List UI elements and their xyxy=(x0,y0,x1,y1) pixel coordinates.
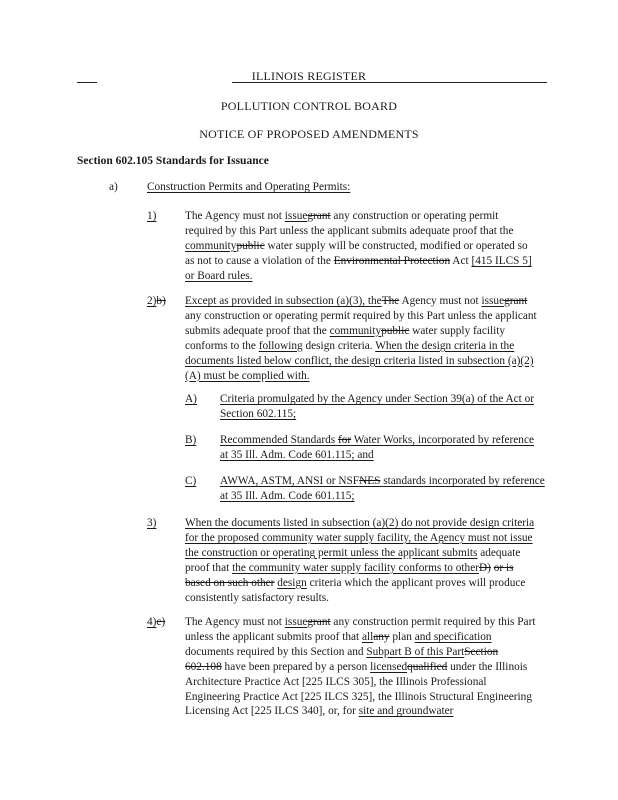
p3-delete-d: D) xyxy=(478,561,491,574)
item-C-pre: AWWA, ASTM, ANSI or NSF xyxy=(220,475,360,487)
paragraph-1 xyxy=(185,209,537,284)
item-B-pre: Recommended Standards xyxy=(220,434,338,446)
p4-text: have been prepared by a person xyxy=(221,660,371,673)
p2-text: any construction or operating permit required by this Part unless the applicant submits adequate proof that the xyxy=(185,309,537,337)
p4-insert-all: all xyxy=(361,630,374,643)
p1-delete-grant: grant xyxy=(307,210,331,222)
p2-insert-except: Except as provided in subsection (a)(3), the xyxy=(185,295,382,307)
item-C-delete: NES xyxy=(359,475,381,487)
p2-label-insert: 2) xyxy=(147,295,157,307)
p4-label-delete: c) xyxy=(156,616,166,628)
p2-insert-community: community xyxy=(329,324,382,337)
paragraph-4-label xyxy=(147,616,165,628)
p4-delete-qualified: qualified xyxy=(407,660,448,673)
p4-text: under the Illinois Architecture Practice Act [225 ILCS 305], the Illinois Professional Engineering Practice Act [225 ILCS 325], the Illinois Structural Engineering Licensing Act [225 ILCS 340], or, for xyxy=(185,660,532,718)
p3-insert-when: When the documents listed in subsection (a)(2) do not provide design criteria for the proposed community water supply facility, the Agency must not issue the construction or operating permit unless the applicant submits xyxy=(185,517,535,559)
p3-insert-design: design xyxy=(277,576,307,589)
p2-delete-the: The xyxy=(381,295,400,307)
p3-insert-conforms: the community water supply facility conforms to other xyxy=(232,561,479,574)
item-A-text: Criteria promulgated by the Agency under Section 39(a) of the Act or Section 602.115; xyxy=(220,393,535,420)
p4-label-insert: 4) xyxy=(147,616,157,628)
board-title: POLLUTION CONTROL BOARD xyxy=(220,99,398,113)
paragraph-2 xyxy=(185,294,537,383)
item-B-text xyxy=(220,433,540,463)
item-C-label: C) xyxy=(185,475,197,487)
p2-text: Agency must not xyxy=(399,295,482,307)
p2-text: water supply facility conforms to the xyxy=(185,324,506,352)
p1-text: Act xyxy=(450,254,472,267)
p4-delete-section: Section 602.108 xyxy=(185,645,499,673)
p4-insert-licensed: licensed xyxy=(370,660,408,673)
p4-insert-issue: issue xyxy=(284,616,308,628)
p4-insert-subpart: Subpart B of this Part xyxy=(366,645,465,658)
p4-text: The Agency must not xyxy=(185,616,285,628)
p2-delete-grant: grant xyxy=(504,295,528,307)
p1-delete-public: public xyxy=(236,239,265,252)
item-B-label: B) xyxy=(185,434,197,446)
subsection-a-label: a) xyxy=(109,181,118,193)
p1-text: The Agency must not xyxy=(185,210,285,222)
p1-insert-community: community xyxy=(185,239,237,252)
p3-delete-based: or is based on such other xyxy=(185,561,514,589)
p2-label-delete: b) xyxy=(156,295,166,307)
paragraph-3 xyxy=(185,516,537,605)
paragraph-3-label: 3) xyxy=(147,517,157,529)
section-heading: Section 602.105 Standards for Issuance xyxy=(77,155,269,167)
p2-insert-following: following xyxy=(258,339,303,352)
paragraph-2-label xyxy=(147,295,166,307)
paragraph-4 xyxy=(185,615,537,719)
item-C-text xyxy=(220,474,550,504)
p4-text: any construction permit required by this Part unless the applicant submits proof that xyxy=(185,616,536,643)
item-B-delete: for xyxy=(337,434,352,446)
notice-title: NOTICE OF PROPOSED AMENDMENTS xyxy=(199,127,419,141)
p1-insert-issue: issue xyxy=(284,210,308,222)
p4-insert-site: site and groundwater xyxy=(358,705,454,718)
p4-delete-any: any xyxy=(373,630,390,643)
item-C-post: standards incorporated by reference at 35 Ill. Adm. Code 601.115; xyxy=(220,475,545,502)
p4-insert-specification: and specification xyxy=(414,630,492,643)
subsection-a-title: Construction Permits and Operating Permits: xyxy=(147,181,351,193)
p4-text: documents required by this Section and xyxy=(185,645,367,658)
p2-text: design criteria. xyxy=(302,339,376,352)
p1-text: any construction or operating permit required by this Part unless the applicant submits adequate proof that the xyxy=(185,210,514,237)
item-B-post: Water Works, incorporated by reference at 35 Ill. Adm. Code 601.115; and xyxy=(220,434,534,461)
p4-delete-grant: grant xyxy=(307,616,331,628)
register-title: ILLINOIS REGISTER xyxy=(251,69,367,83)
paragraph-1-label: 1) xyxy=(147,210,157,222)
p1-insert-citation: [415 ILCS 5] or Board rules. xyxy=(185,254,532,282)
p3-text: criteria which the applicant proves will produce consistently satisfactory results. xyxy=(185,576,526,604)
p1-text: water supply will be constructed, modified or operated so as not to cause a violation of the xyxy=(185,239,528,267)
p1-delete-env-protection: Environmental Protection xyxy=(333,254,451,267)
p2-insert-conflict: When the design criteria in the documents listed below conflict, the design criteria listed in subsection (a)(2)(A) must be complied with. xyxy=(185,339,534,382)
p3-text: adequate proof that xyxy=(185,546,521,574)
p2-insert-issue: issue xyxy=(481,295,505,307)
p2-delete-public: public xyxy=(381,324,410,337)
p4-text: plan xyxy=(389,630,415,643)
item-A-label: A) xyxy=(185,393,197,405)
